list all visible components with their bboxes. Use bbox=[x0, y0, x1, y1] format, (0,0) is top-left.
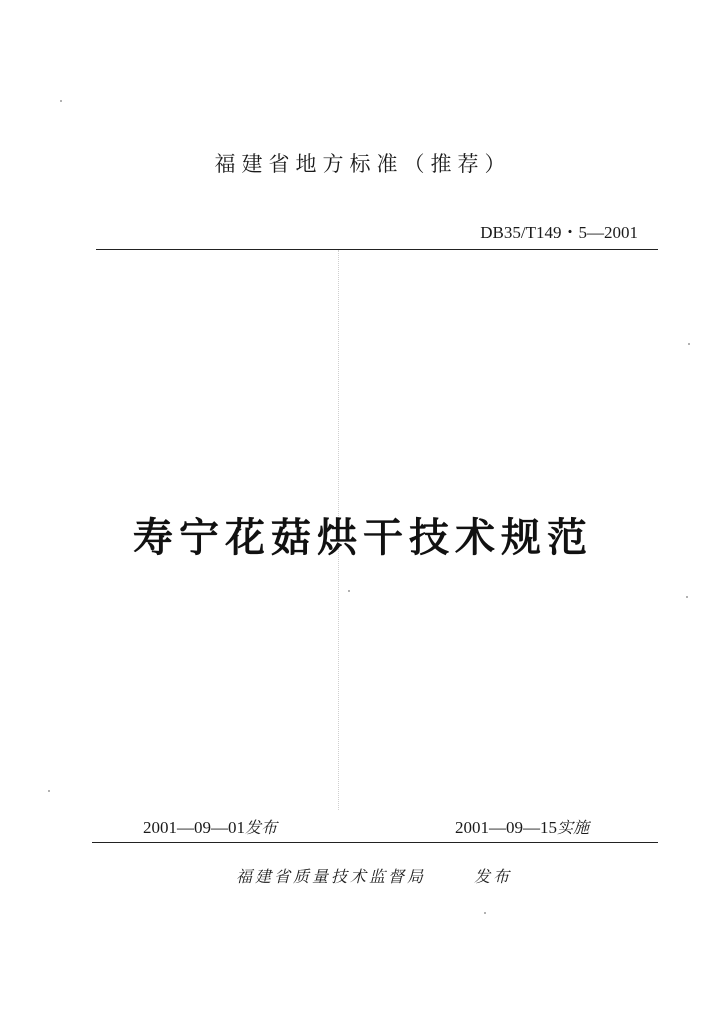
publisher-name: 福建省质量技术监督局 bbox=[236, 867, 427, 886]
issue-label: 发布 bbox=[245, 818, 278, 837]
document-title: 寿宁花菇烘干技术规范 bbox=[133, 514, 593, 561]
standard-code: DB35/T149・5—2001 bbox=[480, 223, 638, 242]
publisher-label: 发布 bbox=[474, 867, 513, 886]
scan-speck bbox=[60, 100, 62, 102]
effective-date-line bbox=[455, 815, 589, 838]
effective-label: 实施 bbox=[557, 818, 590, 837]
scan-speck bbox=[686, 596, 688, 598]
bottom-divider bbox=[92, 842, 658, 843]
issue-date: 2001—09—01 bbox=[143, 818, 245, 837]
scan-speck bbox=[48, 790, 50, 792]
effective-date: 2001—09—15 bbox=[455, 818, 557, 837]
scan-speck bbox=[688, 343, 690, 345]
standard-category-title: 福建省地方标准（推荐） bbox=[214, 152, 512, 176]
issue-date-line bbox=[143, 815, 277, 838]
scan-speck bbox=[348, 590, 350, 592]
scan-speck bbox=[484, 912, 486, 914]
top-divider bbox=[96, 249, 658, 250]
